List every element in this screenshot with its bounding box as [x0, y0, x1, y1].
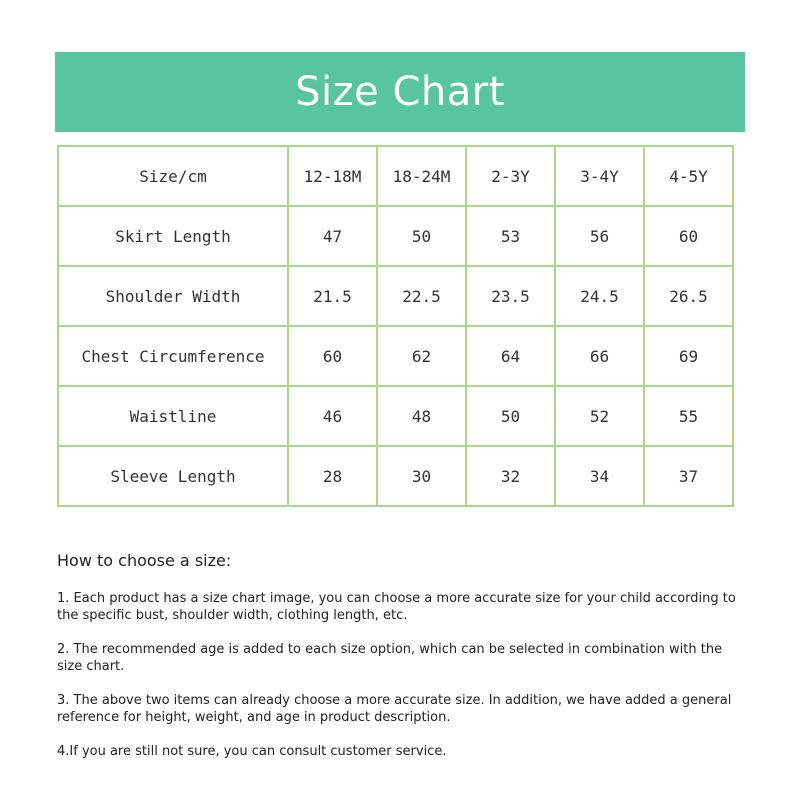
size-chart-banner [55, 52, 745, 132]
table-cell: 47 [288, 206, 377, 266]
table-cell: 26.5 [644, 266, 733, 326]
table-cell: 50 [377, 206, 466, 266]
table-cell: 30 [377, 446, 466, 506]
instruction-item: 4.If you are still not sure, you can consult customer service. [57, 744, 447, 759]
table-cell: 28 [288, 446, 377, 506]
table-cell: 56 [555, 206, 644, 266]
table-cell: 66 [555, 326, 644, 386]
row-label: Waistline [58, 386, 288, 446]
table-cell: 34 [555, 446, 644, 506]
size-column-header: 2-3Y [466, 146, 555, 206]
table-header-row [58, 146, 733, 206]
table-cell: 24.5 [555, 266, 644, 326]
table-cell: 69 [644, 326, 733, 386]
table-cell: 60 [644, 206, 733, 266]
instruction-item: 1. Each product has a size chart image, you can choose a more accurate size for your child according to the specific bust, shoulder width, clothing length, etc. [57, 591, 736, 623]
table-cell: 46 [288, 386, 377, 446]
row-label: Shoulder Width [58, 266, 288, 326]
header-label: Size/cm [58, 146, 288, 206]
table-cell: 21.5 [288, 266, 377, 326]
size-column-header: 4-5Y [644, 146, 733, 206]
table-cell: 52 [555, 386, 644, 446]
table-cell: 60 [288, 326, 377, 386]
row-label: Skirt Length [58, 206, 288, 266]
table-row [58, 386, 733, 446]
size-column-header: 12-18M [288, 146, 377, 206]
table-cell: 64 [466, 326, 555, 386]
table-row [58, 206, 733, 266]
table-cell: 32 [466, 446, 555, 506]
size-column-header: 3-4Y [555, 146, 644, 206]
size-column-header: 18-24M [377, 146, 466, 206]
instructions-list [57, 590, 747, 777]
instruction-item: 2. The recommended age is added to each size option, which can be selected in combination with the size chart. [57, 642, 723, 674]
table-cell: 37 [644, 446, 733, 506]
page-title: Size Chart [295, 69, 505, 115]
size-table [57, 145, 734, 507]
table-row [58, 266, 733, 326]
table-cell: 55 [644, 386, 733, 446]
table-cell: 53 [466, 206, 555, 266]
table-cell: 48 [377, 386, 466, 446]
row-label: Sleeve Length [58, 446, 288, 506]
instruction-item: 3. The above two items can already choose a more accurate size. In addition, we have added a general reference for height, weight, and age in product description. [57, 693, 732, 725]
table-row [58, 446, 733, 506]
table-cell: 22.5 [377, 266, 466, 326]
table-cell: 62 [377, 326, 466, 386]
table-cell: 50 [466, 386, 555, 446]
table-row [58, 326, 733, 386]
instructions-heading: How to choose a size: [57, 551, 232, 570]
table-cell: 23.5 [466, 266, 555, 326]
row-label: Chest Circumference [58, 326, 288, 386]
